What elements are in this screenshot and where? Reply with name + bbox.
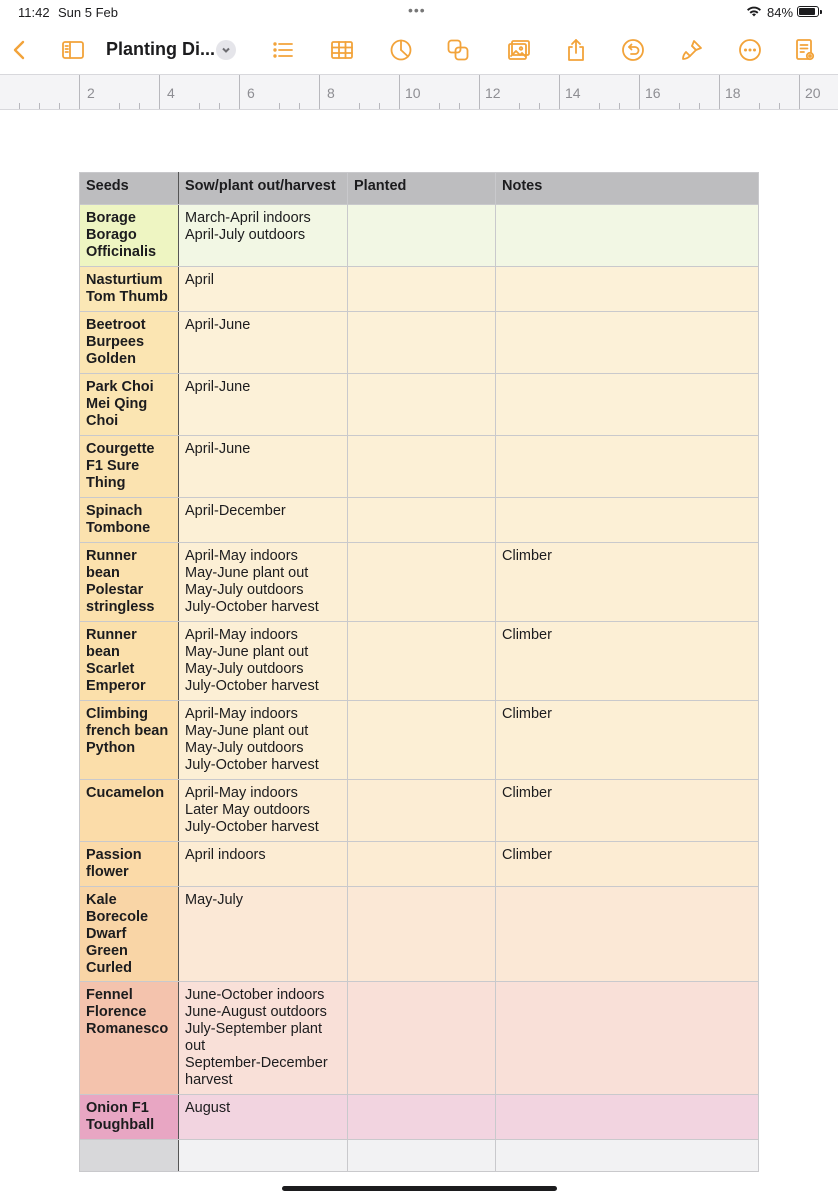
sow-cell-line: March-April indoors xyxy=(185,210,311,226)
seed-cell[interactable] xyxy=(80,982,179,1095)
column-header-sow[interactable]: Sow/plant out/harvest xyxy=(179,173,348,205)
sow-cell-line: July-October harvest xyxy=(185,757,319,773)
ruler[interactable] xyxy=(0,74,838,110)
notes-cell[interactable]: Climber xyxy=(496,780,759,842)
sow-cell[interactable] xyxy=(179,887,348,982)
sow-cell-line: harvest xyxy=(185,1072,233,1088)
wifi-icon xyxy=(746,5,762,17)
seed-cell-line: Romanesco xyxy=(86,1021,169,1037)
table-row xyxy=(80,498,759,543)
sidebar-icon[interactable] xyxy=(59,36,87,64)
sow-cell[interactable] xyxy=(179,498,348,543)
ruler-number: 8 xyxy=(327,85,335,101)
sow-cell-line: Later May outdoors xyxy=(185,802,310,818)
table-row xyxy=(80,780,759,842)
ruler-number: 18 xyxy=(725,85,741,101)
notes-cell[interactable] xyxy=(496,436,759,498)
multitasking-dots-icon[interactable]: ••• xyxy=(408,2,426,18)
seed-cell[interactable] xyxy=(80,543,179,622)
planted-cell[interactable] xyxy=(348,982,496,1095)
notes-cell[interactable]: Climber xyxy=(496,622,759,701)
sow-cell-line: May-July outdoors xyxy=(185,582,304,598)
sow-cell[interactable] xyxy=(179,312,348,374)
status-bar xyxy=(0,0,838,26)
seed-cell-line: flower xyxy=(86,864,129,880)
notes-cell[interactable]: Climber xyxy=(496,842,759,887)
sow-cell-line: July-October harvest xyxy=(185,678,319,694)
sow-cell-line: April-May indoors xyxy=(185,548,298,564)
planted-cell[interactable] xyxy=(348,267,496,312)
planted-cell[interactable] xyxy=(348,543,496,622)
sow-cell[interactable] xyxy=(179,267,348,312)
toolbar xyxy=(0,28,838,72)
sow-cell[interactable] xyxy=(179,780,348,842)
document-view-icon[interactable] xyxy=(791,36,819,64)
notes-cell[interactable]: Climber xyxy=(496,543,759,622)
seed-cell-line: Kale xyxy=(86,892,117,908)
table-row xyxy=(80,267,759,312)
shapes-icon[interactable] xyxy=(444,36,472,64)
sow-cell-line: April-May indoors xyxy=(185,627,298,643)
table-row xyxy=(80,842,759,887)
sow-cell-line: July-October harvest xyxy=(185,819,319,835)
table-row xyxy=(80,374,759,436)
seed-cell-line: Florence xyxy=(86,1004,147,1020)
planting-table[interactable] xyxy=(79,172,759,1172)
seed-cell[interactable] xyxy=(80,842,179,887)
seed-cell-line: Nasturtium xyxy=(86,272,163,288)
sow-cell-line: April xyxy=(185,272,215,288)
planted-cell[interactable] xyxy=(348,436,496,498)
seed-cell[interactable] xyxy=(80,887,179,982)
seed-cell-line: french bean xyxy=(86,723,169,739)
seed-cell-line: Mei Qing xyxy=(86,396,148,412)
seed-cell-line: Choi xyxy=(86,413,119,429)
table-row xyxy=(80,887,759,982)
notes-cell[interactable] xyxy=(496,887,759,982)
sow-cell-line: May-July outdoors xyxy=(185,740,304,756)
sow-cell-line: April-June xyxy=(185,379,251,395)
sow-cell[interactable] xyxy=(179,374,348,436)
notes-cell[interactable] xyxy=(496,1140,759,1172)
seed-cell-line: Climbing xyxy=(86,706,149,722)
notes-cell[interactable] xyxy=(496,982,759,1095)
planted-cell[interactable] xyxy=(348,312,496,374)
sow-cell-line: April-June xyxy=(185,317,251,333)
seed-cell[interactable] xyxy=(80,312,179,374)
sow-cell-line: May-July outdoors xyxy=(185,661,304,677)
seed-cell[interactable] xyxy=(80,374,179,436)
seed-cell-line: Tom Thumb xyxy=(86,289,168,305)
status-date: Sun 5 Feb xyxy=(58,5,118,20)
seed-cell[interactable] xyxy=(80,1140,179,1172)
sow-cell[interactable] xyxy=(179,543,348,622)
seed-cell-line: Officinalis xyxy=(86,244,157,260)
sow-cell-line: out xyxy=(185,1038,206,1054)
sow-cell-line: April-May indoors xyxy=(185,785,298,801)
sow-cell[interactable] xyxy=(179,205,348,267)
seed-cell-line: Borecole xyxy=(86,909,149,925)
seed-cell-line: Fennel xyxy=(86,987,133,1003)
notes-cell[interactable] xyxy=(496,267,759,312)
ruler-number: 2 xyxy=(87,85,95,101)
sow-cell-line: April-July outdoors xyxy=(185,227,306,243)
seed-cell[interactable] xyxy=(80,780,179,842)
home-indicator[interactable] xyxy=(282,1186,557,1191)
notes-cell[interactable] xyxy=(496,205,759,267)
more-icon[interactable] xyxy=(736,36,764,64)
sow-cell-line: June-August outdoors xyxy=(185,1004,327,1020)
seed-cell-line: Beetroot xyxy=(86,317,146,333)
ruler-number: 4 xyxy=(167,85,175,101)
sow-cell-line: April-June xyxy=(185,441,251,457)
seed-cell-line: F1 Sure xyxy=(86,458,140,474)
ruler-number: 10 xyxy=(405,85,421,101)
ruler-number: 16 xyxy=(645,85,661,101)
seed-cell-line: Scarlet xyxy=(86,661,135,677)
planted-cell[interactable] xyxy=(348,887,496,982)
chart-icon[interactable] xyxy=(387,36,415,64)
planted-cell[interactable] xyxy=(348,780,496,842)
seed-cell-line: Borage xyxy=(86,210,136,226)
sow-cell-line: August xyxy=(185,1100,231,1116)
seed-cell-line: Spinach xyxy=(86,503,143,519)
seed-cell-line: Runner bean xyxy=(86,548,137,581)
ruler-number: 12 xyxy=(485,85,501,101)
notes-cell[interactable] xyxy=(496,374,759,436)
sow-cell[interactable] xyxy=(179,436,348,498)
battery-icon xyxy=(797,6,819,17)
sow-cell-line: September-December xyxy=(185,1055,328,1071)
title-chevron-down-icon[interactable] xyxy=(216,40,236,60)
sow-cell-line: July-October harvest xyxy=(185,599,319,615)
table-row xyxy=(80,543,759,622)
seed-cell-line: Onion F1 xyxy=(86,1100,149,1116)
seed-cell-line: Cucamelon xyxy=(86,785,165,801)
sow-cell[interactable] xyxy=(179,1140,348,1172)
planted-cell[interactable] xyxy=(348,374,496,436)
sow-cell[interactable] xyxy=(179,842,348,887)
sow-cell-line: June-October indoors xyxy=(185,987,325,1003)
sow-cell-line: April indoors xyxy=(185,847,266,863)
seed-cell-line: Tombone xyxy=(86,520,151,536)
seed-cell-line: Emperor xyxy=(86,678,146,694)
seed-cell[interactable] xyxy=(80,498,179,543)
share-icon[interactable] xyxy=(562,36,590,64)
seed-cell-line: Park Choi xyxy=(86,379,154,395)
seed-cell[interactable] xyxy=(80,701,179,780)
table-icon[interactable] xyxy=(328,36,356,64)
seed-cell-line: Curled xyxy=(86,960,132,976)
seed-cell-line: Golden xyxy=(86,351,136,367)
sow-cell-line: April-May indoors xyxy=(185,706,298,722)
sow-cell-line: May-June plant out xyxy=(185,644,309,660)
sow-cell[interactable] xyxy=(179,1095,348,1140)
table-row xyxy=(80,205,759,267)
battery-percent: 84% xyxy=(767,5,794,20)
notes-cell[interactable] xyxy=(496,498,759,543)
undo-icon[interactable] xyxy=(619,36,647,64)
table-row xyxy=(80,312,759,374)
sow-cell-line: July-September plant xyxy=(185,1021,323,1037)
sow-cell-line: May-June plant out xyxy=(185,565,309,581)
sow-cell[interactable] xyxy=(179,982,348,1095)
planted-cell[interactable] xyxy=(348,842,496,887)
planted-cell[interactable] xyxy=(348,1140,496,1172)
table-row xyxy=(80,436,759,498)
seed-cell-line: Runner bean xyxy=(86,627,137,660)
seed-cell-line: stringless xyxy=(86,599,155,615)
sow-cell-line: May-July xyxy=(185,892,244,908)
planted-cell[interactable] xyxy=(348,498,496,543)
media-icon[interactable] xyxy=(505,36,533,64)
table-row xyxy=(80,1095,759,1140)
seed-cell[interactable] xyxy=(80,622,179,701)
seed-cell-line: Python xyxy=(86,740,136,756)
ruler-number: 14 xyxy=(565,85,581,101)
seed-cell-line: Dwarf Green xyxy=(86,926,128,959)
table-row xyxy=(80,701,759,780)
table-row xyxy=(80,1140,759,1172)
back-chevron-icon[interactable] xyxy=(6,36,34,64)
column-header-notes[interactable]: Notes xyxy=(496,173,759,205)
sow-cell[interactable] xyxy=(179,622,348,701)
paintbrush-icon[interactable] xyxy=(678,36,706,64)
document-title[interactable]: Planting Di... xyxy=(106,39,216,59)
seed-cell[interactable] xyxy=(80,1095,179,1140)
planted-cell[interactable] xyxy=(348,701,496,780)
list-icon[interactable] xyxy=(269,36,297,64)
ruler-number: 6 xyxy=(247,85,255,101)
sow-cell-line: May-June plant out xyxy=(185,723,309,739)
seed-cell-line: Polestar xyxy=(86,582,144,598)
sow-cell[interactable] xyxy=(179,701,348,780)
seed-cell-line: Thing xyxy=(86,475,126,491)
table-row xyxy=(80,982,759,1095)
planted-cell[interactable] xyxy=(348,205,496,267)
status-time: 11:42 xyxy=(18,5,50,20)
notes-cell[interactable] xyxy=(496,1095,759,1140)
seed-cell-line: Passion xyxy=(86,847,142,863)
table-header-row xyxy=(80,173,759,205)
seed-cell[interactable] xyxy=(80,205,179,267)
seed-cell-line: Toughball xyxy=(86,1117,155,1133)
seed-cell-line: Burpees xyxy=(86,334,145,350)
column-header-planted[interactable]: Planted xyxy=(348,173,496,205)
table-body xyxy=(80,205,759,1172)
planted-cell[interactable] xyxy=(348,1095,496,1140)
column-header-seeds[interactable]: Seeds xyxy=(80,173,179,205)
sow-cell-line: April-December xyxy=(185,503,286,519)
notes-cell[interactable]: Climber xyxy=(496,701,759,780)
seed-cell[interactable] xyxy=(80,267,179,312)
notes-cell[interactable] xyxy=(496,312,759,374)
planted-cell[interactable] xyxy=(348,622,496,701)
seed-cell-line: Borago xyxy=(86,227,137,243)
seed-cell-line: Courgette xyxy=(86,441,155,457)
seed-cell[interactable] xyxy=(80,436,179,498)
ruler-number: 20 xyxy=(805,85,821,101)
table-row xyxy=(80,622,759,701)
